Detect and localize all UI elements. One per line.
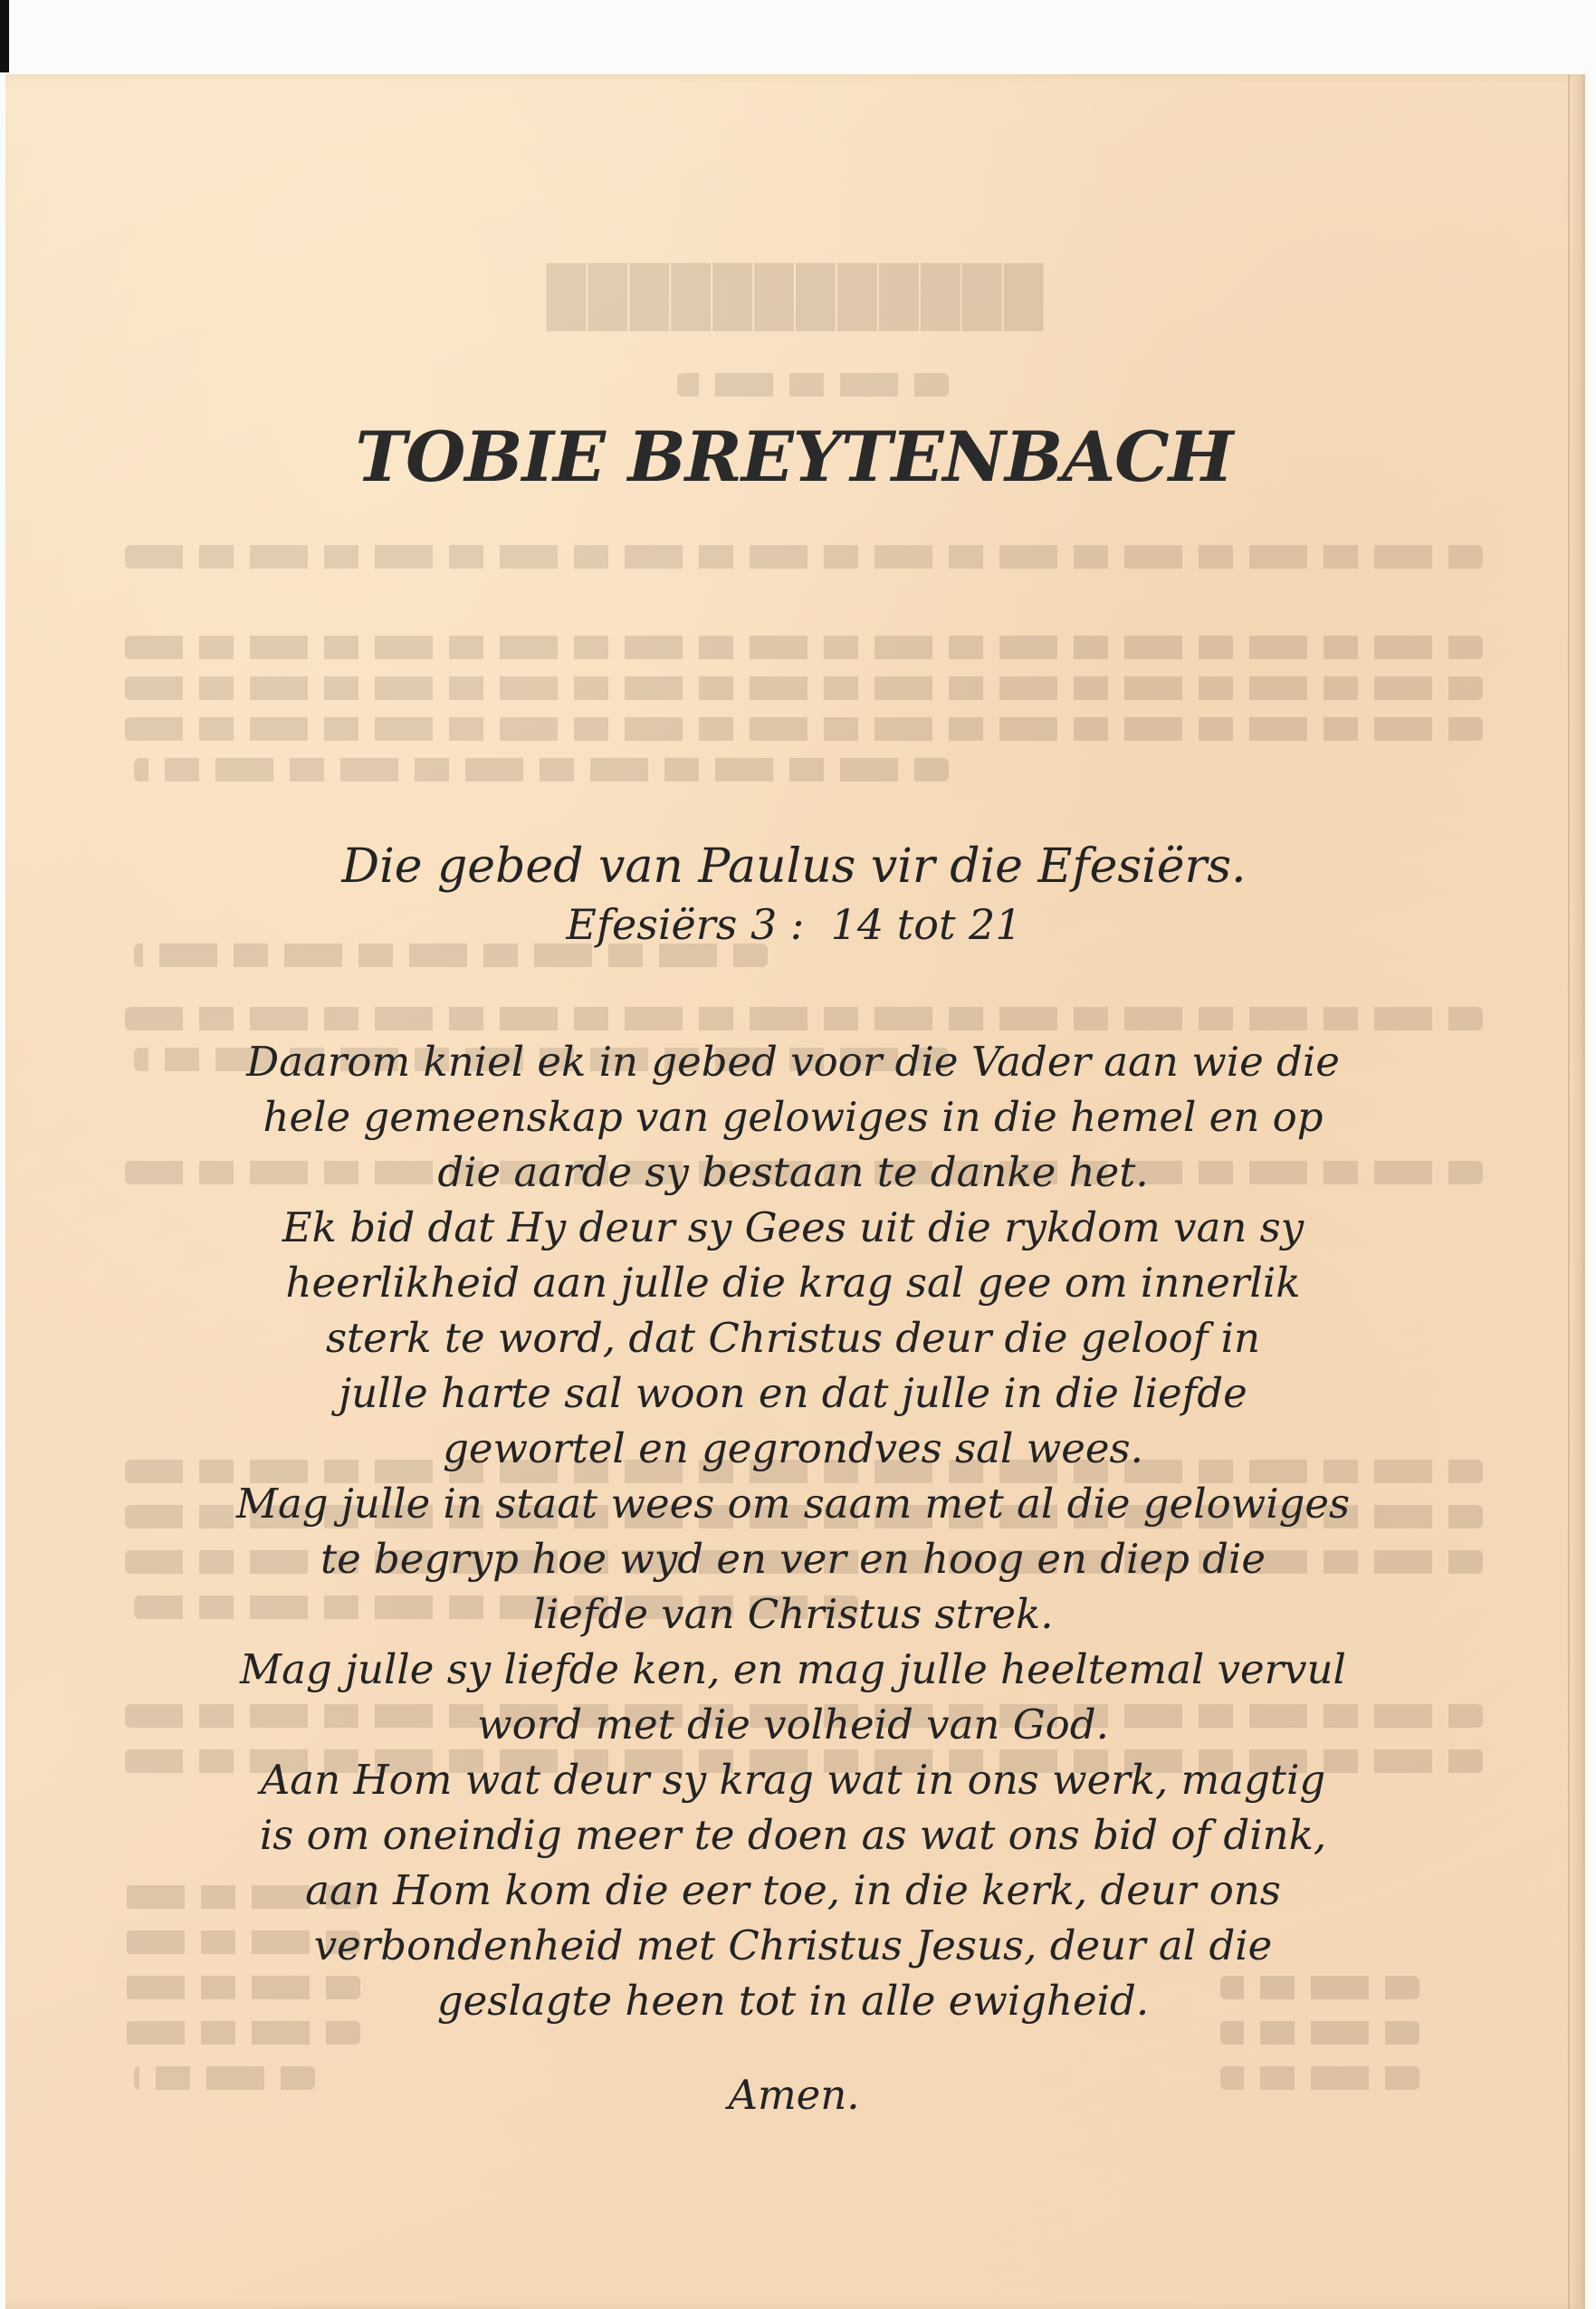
scan-edge-shadow xyxy=(0,0,9,72)
memorial-content xyxy=(5,74,1582,2309)
verse-line: Aan Hom wat deur sy krag wat in ons werk, magtig xyxy=(260,1756,1326,1804)
verse-line: verbondenheid met Christus Jesus, deur al die xyxy=(313,1921,1273,1969)
verse-line: hele gemeenskap van gelowiges in die hemel en op xyxy=(263,1093,1324,1141)
scripture-text xyxy=(168,1034,1418,2028)
parchment-sheet xyxy=(5,74,1585,2309)
bleed-heading-shape: ████████████ xyxy=(544,265,1044,327)
verse-line: is om oneindig meer te doen as wat ons bid of dink, xyxy=(259,1811,1327,1859)
prayer-title: Die gebed van Paulus vir die Efesiërs. xyxy=(341,839,1247,894)
verse-line: heerlikheid aan julle die krag sal gee om innerlik xyxy=(285,1259,1301,1307)
deceased-name: TOBIE BREYTENBACH xyxy=(355,417,1233,497)
scripture-reference: Efesiërs 3 : 14 tot 21 xyxy=(566,900,1022,949)
verse-line: aan Hom kom die eer toe, in die kerk, deur ons xyxy=(305,1866,1281,1914)
verse-line: Daarom kniel ek in gebed voor die Vader aan wie die xyxy=(246,1038,1340,1086)
verse-line: word met die volheid van God. xyxy=(477,1701,1109,1749)
verse-line: Mag julle in staat wees om saam met al die gelowiges xyxy=(235,1480,1351,1528)
verse-line: liefde van Christus strek. xyxy=(532,1590,1054,1638)
verse-line: Ek bid dat Hy deur sy Gees uit die rykdom van sy xyxy=(282,1203,1305,1251)
verse-line: julle harte sal woon en dat julle in die liefde xyxy=(339,1369,1247,1417)
verse-line: sterk te word, dat Christus deur die geloof in xyxy=(325,1314,1261,1362)
verse-line: geslagte heen tot in alle ewigheid. xyxy=(436,1977,1150,2025)
verse-line: te begryp hoe wyd en ver en hoog en diep die xyxy=(320,1535,1266,1583)
closing-amen: Amen. xyxy=(728,2071,860,2119)
verse-line: gewortel en gegrondves sal wees. xyxy=(443,1424,1143,1472)
verse-line: die aarde sy bestaan te danke het. xyxy=(437,1148,1149,1196)
verse-line: Mag julle sy liefde ken, en mag julle heeltemal vervul xyxy=(240,1645,1346,1693)
